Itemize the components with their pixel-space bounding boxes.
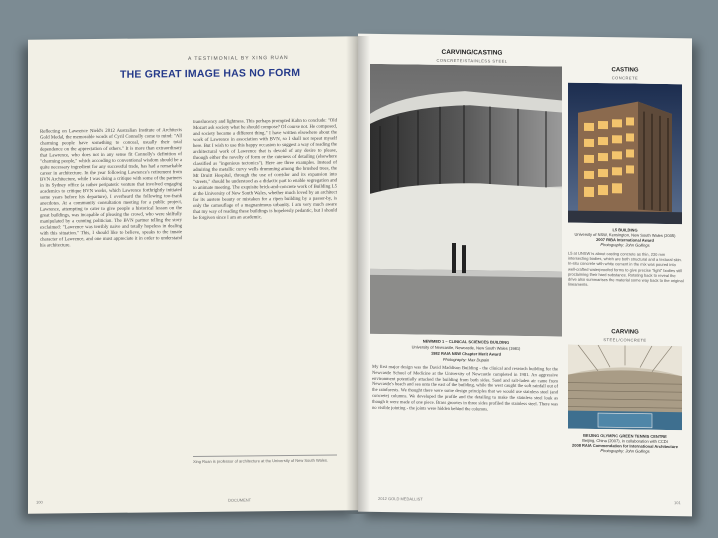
l5-caption-award: 2007 RIBA International Award — [596, 236, 654, 243]
left-page — [28, 36, 358, 513]
article-kicker: A TESTIMONIAL BY XING RUAN — [188, 54, 289, 63]
newmed-caption-credit: Photography: Max Dupain — [442, 356, 490, 363]
body-column-1: Reflecting on Lawrence Nield's 2012 Australian Institute of Architects Gold Medal, the memorable words of Cyril Connolly come to mind: "All charming people have something to conceal, usually their total dependence on the appreciation of others." It is more than extraordinary that Lawrence, who does not in any sense fit Connolly's definition of "charming people," which according to conventional wisdom should be a quite necessary ingredient for any successful trade, has had a remarkable career in architecture. In the year following Lawrence's retirement from BVN Architecture, while I was doing a critique with some of the partners in its Sydney office (a rather peripatetic venture that involved engaging academics to critique BVN works, which Lawrence forthrightly initiated some years before his departure), I overheard the following too-frank anecdotes. At a community consultation meeting for a public project, Lawrence, attempting to cater to give people a historical lesson on the great buildings, was incapable of pleasing the crowd, who were skilfully manipulated by a cunning politician. The BVN partner telling the story exclaimed: "Lawrence was terribly naive and totally hopeless in dealing with this situation." This, I should like to believe, speaks to the innate character of Lawrence, and one must appreciate it in order to understand his architecture. — [40, 128, 182, 249]
tennis-centre-photo — [568, 345, 682, 431]
section-sub-casting: CONCRETE — [611, 75, 639, 81]
l5-building-image — [568, 83, 682, 225]
newmed-building-photo — [370, 64, 562, 337]
l5-caption-location: University of NSW, Kensington, New South Wales (2005) — [574, 231, 676, 239]
page-number-right: 101 — [674, 500, 681, 506]
section-header-casting: CASTING — [611, 67, 639, 74]
footer-right: 2012 GOLD MEDALLIST — [378, 495, 423, 502]
l5-caption-credit: Photography: John Gollings — [600, 242, 650, 248]
newmed-caption-title: NEWMED 1 – CLINICAL SCIENCES BUILDING — [422, 338, 510, 345]
page-number-left: 100 — [36, 499, 43, 505]
book-gutter-shadow — [346, 36, 370, 514]
tennis-caption-title: BEIJING OLYMPIC GREEN TENNIS CENTRE — [583, 432, 667, 439]
section-header-carving: CARVING — [611, 329, 639, 336]
newmed-caption-location: University of Newcastle, Newcastle, New South Wales (1981) — [411, 344, 521, 351]
l5-caption-title: L5 BUILDING — [612, 227, 638, 233]
newmed-building-image — [370, 64, 562, 337]
tennis-caption-credit: Photography: John Gollings — [600, 448, 650, 454]
tennis-caption-location: Beijing, China (2007), in collaboration with CCDI — [582, 437, 668, 444]
tennis-caption-award: 2008 RAIA Commendation for International Architecture — [572, 442, 678, 450]
right-body-text: My first major design was the David Maddison Building - the clinical and research building for the Newcastle School of Medicine at the University of Newcastle completed in 1981. An aggressive environment potentially attacked the building from both sides. Sand and salt-laden air came from Newcastle's beach and sea onto the east of the building, while the west caught the soft rainfall out of the rainforests. We thought there were some design principles that we would use stainless steel (and concrete) columns. We developed the profile and the detailing to make the stainless steel look as though it were made of one piece. Brass grooves in three sides profiled the stainless steel. There was no visible jointing - the joints were hidden behind the columns. — [372, 363, 558, 412]
footer-left: DOCUMENT — [228, 497, 252, 503]
section-sub-carving-casting: CONCRETE/STAINLESS STEEL — [436, 57, 508, 64]
author-caption: Xing Ruan is professor of architecture at the University of New South Wales. — [193, 454, 337, 464]
article-title: THE GREAT IMAGE HAS NO FORM — [120, 66, 301, 81]
body-column-2: translucency and lightness. This perhaps prompted Kahn to conclude: "Old Mozart ask society what he should compose? Of course not. He composed, and society became a different thing." I have written elsewhere about the work of Lawrence in association with BVN, so I shall not repeat myself here. But I wish to use this happy occasion to suggest a way of reading the architectural work of Lawrence that is devoid of any desire to please, through either the novelty of form or the cuteness of detailing (elsewhere classified as "ingenious tectonics"). Here are three examples. Instead of admiring the metallic curvy wells drumming among the brushed trees, the Mt Druitt Hospital, through the use of corridor and its expansion into "streets," should be understood as a didactic part to enable segregation and to animate meeting. The exquisite brick-and-concrete work of Building L5 at the University of New South Wales, whether much loved by an architect for its austere beauty or mistaken for a ripen building by a passer-by, is only the camouflage of a magnanimous urbanity. I am very much aware that my way of reading these buildings is hopelessly pedantic, but I should be forgiven since I am an academic. — [193, 118, 338, 221]
section-sub-carving: STEEL/CONCRETE — [603, 337, 647, 343]
tennis-centre-image — [568, 345, 682, 431]
right-page — [358, 34, 692, 517]
l5-building-photo — [568, 83, 682, 225]
newmed-caption-award: 1982 RAIA NSW Chapter Merit Award — [430, 350, 502, 357]
l5-description: L5 at UNSW is about casting concrete as thin, 230 mm intersecting bodies, which are both structural and a textural skin. In-situ concrete with white cement in the mix was poured into well-crafted waterproofed forms to give precise "light" bodies still proclaiming their hard substance. Rotating back to reveal the drive also summarises the material some way back to the original lineaments. — [568, 250, 684, 288]
section-header-carving-casting: CARVING/CASTING — [441, 48, 503, 57]
